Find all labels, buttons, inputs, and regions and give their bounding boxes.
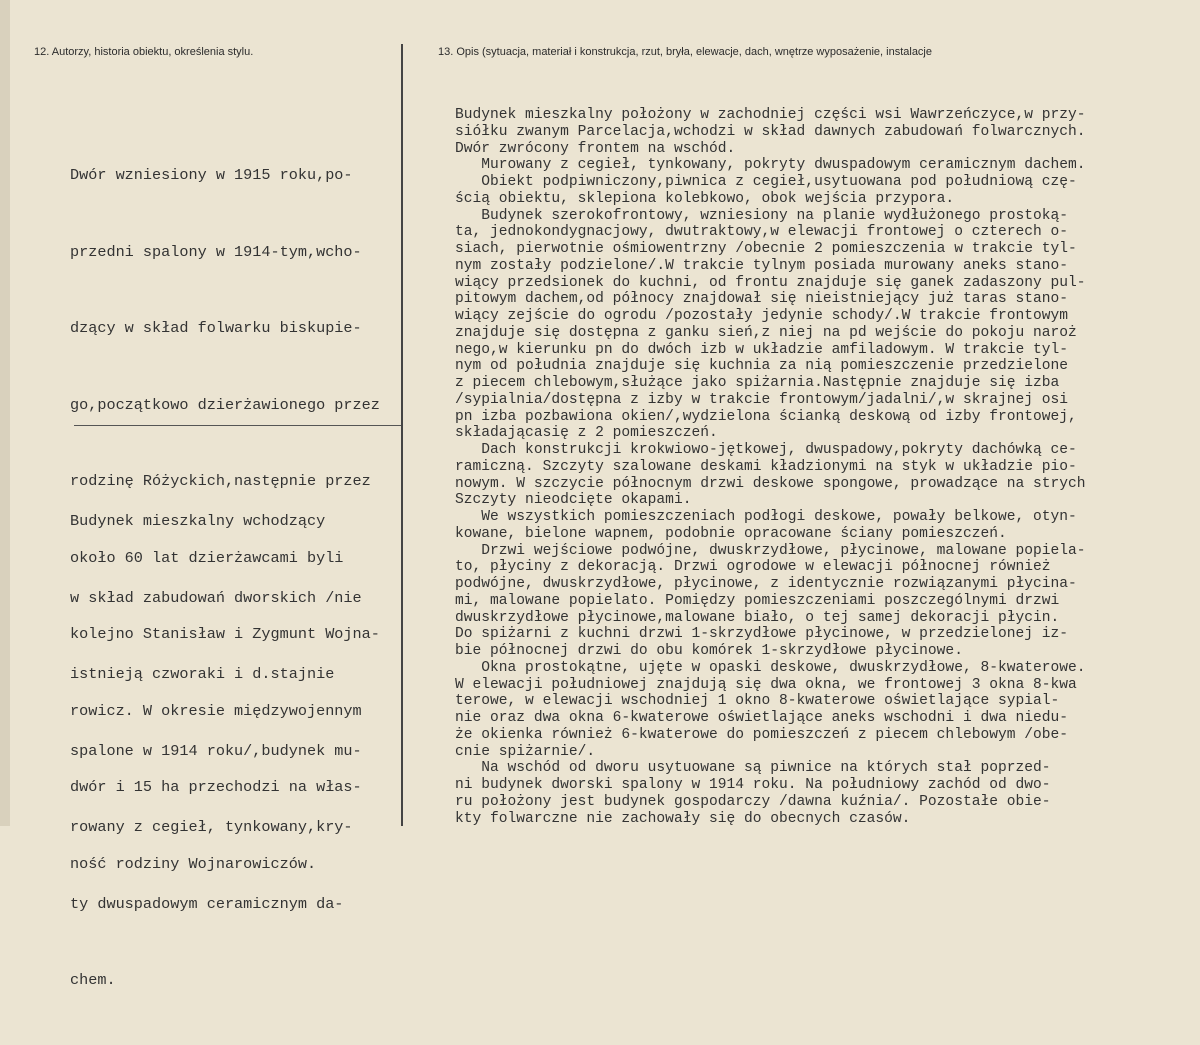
description-line: dwuskrzydłowe płycinowe,malowane biało, o tej samej dekoracji płycin. [455,609,1060,626]
description-line: siółku zwanym Parcelacja,wchodzi w skład dawnych zabudowań folwarcznych. [455,123,1086,140]
description-line: pitowym dachem,od północy znajdował się nieistniejący już taras stano- [455,291,1069,308]
style-note-line: rowany z cegieł, tynkowany,kry- [70,818,353,836]
description-line: znajduje się dostępna z ganku sień,z niej na pd wejście do pokoju naroż [455,324,1077,341]
description-line: Budynek mieszkalny położony w zachodniej części wsi Wawrzeńczyce,w przy- [455,107,1086,123]
description-line: We wszystkich pomieszczeniach podłogi deskowe, powały belkowe, otyn- [455,509,1077,525]
style-note-line: ty dwuspadowym ceramicznym da- [70,894,344,913]
description-line: nego,w kierunku pn do dwóch izb w układzie amfiladowym. W trakcie tyl- [455,341,1069,358]
description-line: nym zostały podzielone/.W trakcie tylnym posiada murowany aneks stano- [455,257,1069,274]
style-note-line: Budynek mieszkalny wchodzący [70,512,326,530]
description-line: Drzwi wejściowe podwójne, dwuskrzydłowe, płycinowe, malowane popiela- [455,542,1086,559]
description-line: Okna prostokątne, ujęte w opaski deskowe, dwuskrzydłowe, 8-kwaterowe. [455,659,1086,676]
description-line: kowane, bielone wapnem, podobnie opracowane ściany pomieszczeń. [455,525,1007,542]
description-line: W elewacji południowej znajdują się dwa okna, we frontowej 3 okna 8-kwa [455,676,1077,693]
page-edge [0,0,10,826]
description-line: Obiekt podpiwniczony,piwnica z cegieł,usytuowana pod południową czę- [455,174,1077,190]
description-line: Budynek szerokofrontowy, wzniesiony na planie wydłużonego prostoką- [455,207,1069,224]
history-line: kolejno Stanisław i Zygmunt Wojna- [70,625,380,643]
description-line: Dach konstrukcji krokwiowo-jętkowej, dwuspadowy,pokryty dachówką ce- [455,442,1077,458]
description-line: kty folwarczne nie zachowały się do obecnych czasów. [455,810,911,827]
description-line: pn izba pozbawiona okien/,wydzielona ścianką deskową od izby frontowej, [455,408,1077,425]
style-note-line: w skład zabudowań dworskich /nie [70,588,362,607]
description-line: Dwór zwrócony frontem na wschód. [455,140,736,157]
history-line: rowicz. W okresie międzywojennym [70,701,362,720]
description-line: to, płyciny z dekoracją. Drzwi ogrodowe w elewacji północnej również [455,559,1051,576]
history-line: około 60 lat dzierżawcami byli [70,548,344,567]
description-line: bie północnej drzwi do obu komórek 1-skrzydłowe płycinowe. [455,643,963,659]
description-line: ramiczną. Szczyty szalowane deskami kładzionymi na styk w układzie pio- [455,458,1077,475]
history-line: przedni spalony w 1914-tym,wcho- [70,242,362,261]
history-line: go,początkowo dzierżawionego przez [70,395,380,414]
section-12-header: 12. Autorzy, historia obiektu, określenia stylu. [34,46,254,58]
description-line: ru położony jest budynek gospodarczy /dawna kuźnia/. Pozostałe obie- [455,793,1051,810]
description-line: z piecem chlebowym,służące jako spiżarnia.Następnie znajduje się izba [455,375,1060,391]
description-line: nie oraz dwa okna 6-kwaterowe oświetlające aneks wschodni i dwa niedu- [455,710,1069,726]
section-13-header: 13. Opis (sytuacja, materiał i konstrukcja, rzut, bryła, elewacje, dach, wnętrze wyposażenie, instalacje [438,46,932,58]
history-line: dzący w skład folwarku biskupie- [70,319,362,337]
description-line: terowe, w elewacji wschodniej 1 okno 8-kwaterowe oświetlające sypial- [455,693,1060,710]
description-line: wiący przedsionek do kuchni, od frontu znajduje się ganek zadaszony pul- [455,274,1086,291]
description-line: że okienka również 6-kwaterowe do pomieszczeń z piecem chlebowym /obe- [455,726,1069,743]
history-line: dwór i 15 ha przechodzi na włas- [70,778,362,796]
description-line: ta, jednokondygnacjowy, dwutraktowy,w elewacji frontowej o czterech o- [455,224,1069,241]
description-line: cnie spiżarnie/. [455,743,596,760]
description-line: Do spiżarni z kuchni drzwi 1-skrzydłowe płycinowe, w przedzielonej iz- [455,626,1069,643]
description-line: Murowany z cegieł, tynkowany, pokryty dwuspadowym ceramicznym dachem. [455,157,1086,174]
style-note-line: spalone w 1914 roku/,budynek mu- [70,741,362,760]
style-note-text [70,458,362,1045]
description-line: siach, pierwotnie ośmiowentrzny /obecnie 2 pomieszczenia w trakcie tyl- [455,241,1077,257]
history-line: Dwór wzniesiony w 1915 roku,po- [70,166,353,184]
description-line: wiący zejście do ogrodu /pozostały jedynie schody/.W trakcie frontowym [455,308,1069,324]
history-line: ność rodziny Wojnarowiczów. [70,854,317,873]
description-line: nowym. W szczycie północnym drzwi deskowe spongowe, prowadzące na strych [455,475,1086,492]
description-line: Na wschód od dworu usytuowane są piwnice na których stał poprzed- [455,760,1051,777]
description-line: /sypialnia/dostępna z izby w trakcie frontowym/jadalni/,w skrajnej osi [455,391,1069,408]
description-text [455,107,1086,827]
column-divider [401,44,403,826]
style-note-line: istnieją czworaki i d.stajnie [70,665,335,683]
description-line: ścią obiektu, sklepiona kolebkowo, obok wejścia przypora. [455,190,955,207]
history-line: rodzinę Różyckich,następnie przez [70,472,371,490]
style-note-line: chem. [70,971,116,989]
description-line: podwójne, dwuskrzydłowe, płycinowe, z identycznie rozwiązanymi płycina- [455,576,1077,592]
description-line: składającasię z 2 pomieszczeń. [455,425,718,442]
description-line: Szczyty nieodcięte okapami. [455,492,692,509]
description-line: nym od południa znajduje się kuchnia za nią pomieszczenie przedzielone [455,358,1069,375]
description-line: ni budynek dworski spalony w 1914 roku. Na południowy zachód od dwo- [455,777,1051,793]
description-line: mi, malowane popielato. Pomiędzy pomieszczeniami poszczególnymi drzwi [455,592,1060,609]
